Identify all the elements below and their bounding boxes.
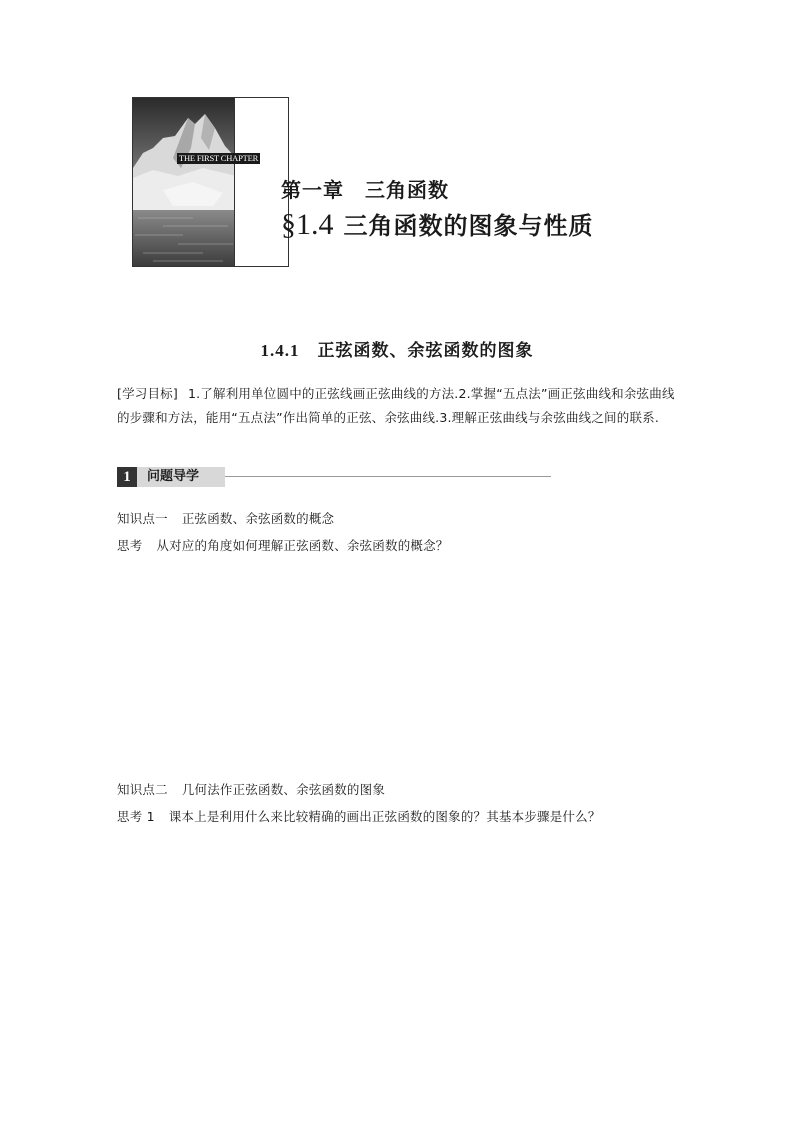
lesson-heading [0, 336, 794, 361]
think-question [117, 807, 601, 825]
objectives-label: [学习目标] [117, 386, 178, 401]
think-question [117, 536, 449, 554]
knowledge-point-label: 知识点二 [117, 782, 168, 797]
section-number: §1.4 [281, 208, 334, 241]
knowledge-point-name: 几何法作正弦函数、余弦函数的图象 [181, 782, 386, 797]
question-label: 思考 1 [117, 809, 155, 824]
chapter-title: 第一章 三角函数 [281, 178, 449, 202]
section-heading [281, 206, 594, 242]
section-title: 三角函数的图象与性质 [343, 212, 594, 240]
learning-objectives [117, 382, 687, 430]
question-text: 课本上是利用什么来比较精确的画出正弦函数的图象的？其基本步骤是什么？ [168, 809, 601, 824]
lesson-number: 1.4.1 [260, 341, 300, 360]
knowledge-point-title [117, 780, 385, 798]
knowledge-point-label: 知识点一 [117, 511, 168, 526]
divider [225, 476, 551, 477]
chapter-cover-image [132, 97, 235, 267]
lesson-title: 正弦函数、余弦函数的图象 [317, 341, 534, 361]
knowledge-point-title [117, 509, 334, 527]
chapter-banner: THE FIRST CHAPTER [179, 153, 259, 163]
knowledge-point-name: 正弦函数、余弦函数的概念 [181, 511, 335, 526]
iceberg-image [133, 98, 235, 267]
objectives-text: 1.了解利用单位圆中的正弦线画正弦曲线的方法.2.掌握“五点法”画正弦曲线和余弦曲线的步骤和方法，能用“五点法”作出简单的正弦、余弦曲线.3.理解正弦曲线与余弦曲线之间的联系. [117, 386, 675, 425]
part-number: 1 [117, 467, 137, 487]
part-label: 问题导学 [137, 467, 225, 487]
question-label: 思考 [117, 538, 143, 553]
question-text: 从对应的角度如何理解正弦函数、余弦函数的概念？ [156, 538, 449, 553]
